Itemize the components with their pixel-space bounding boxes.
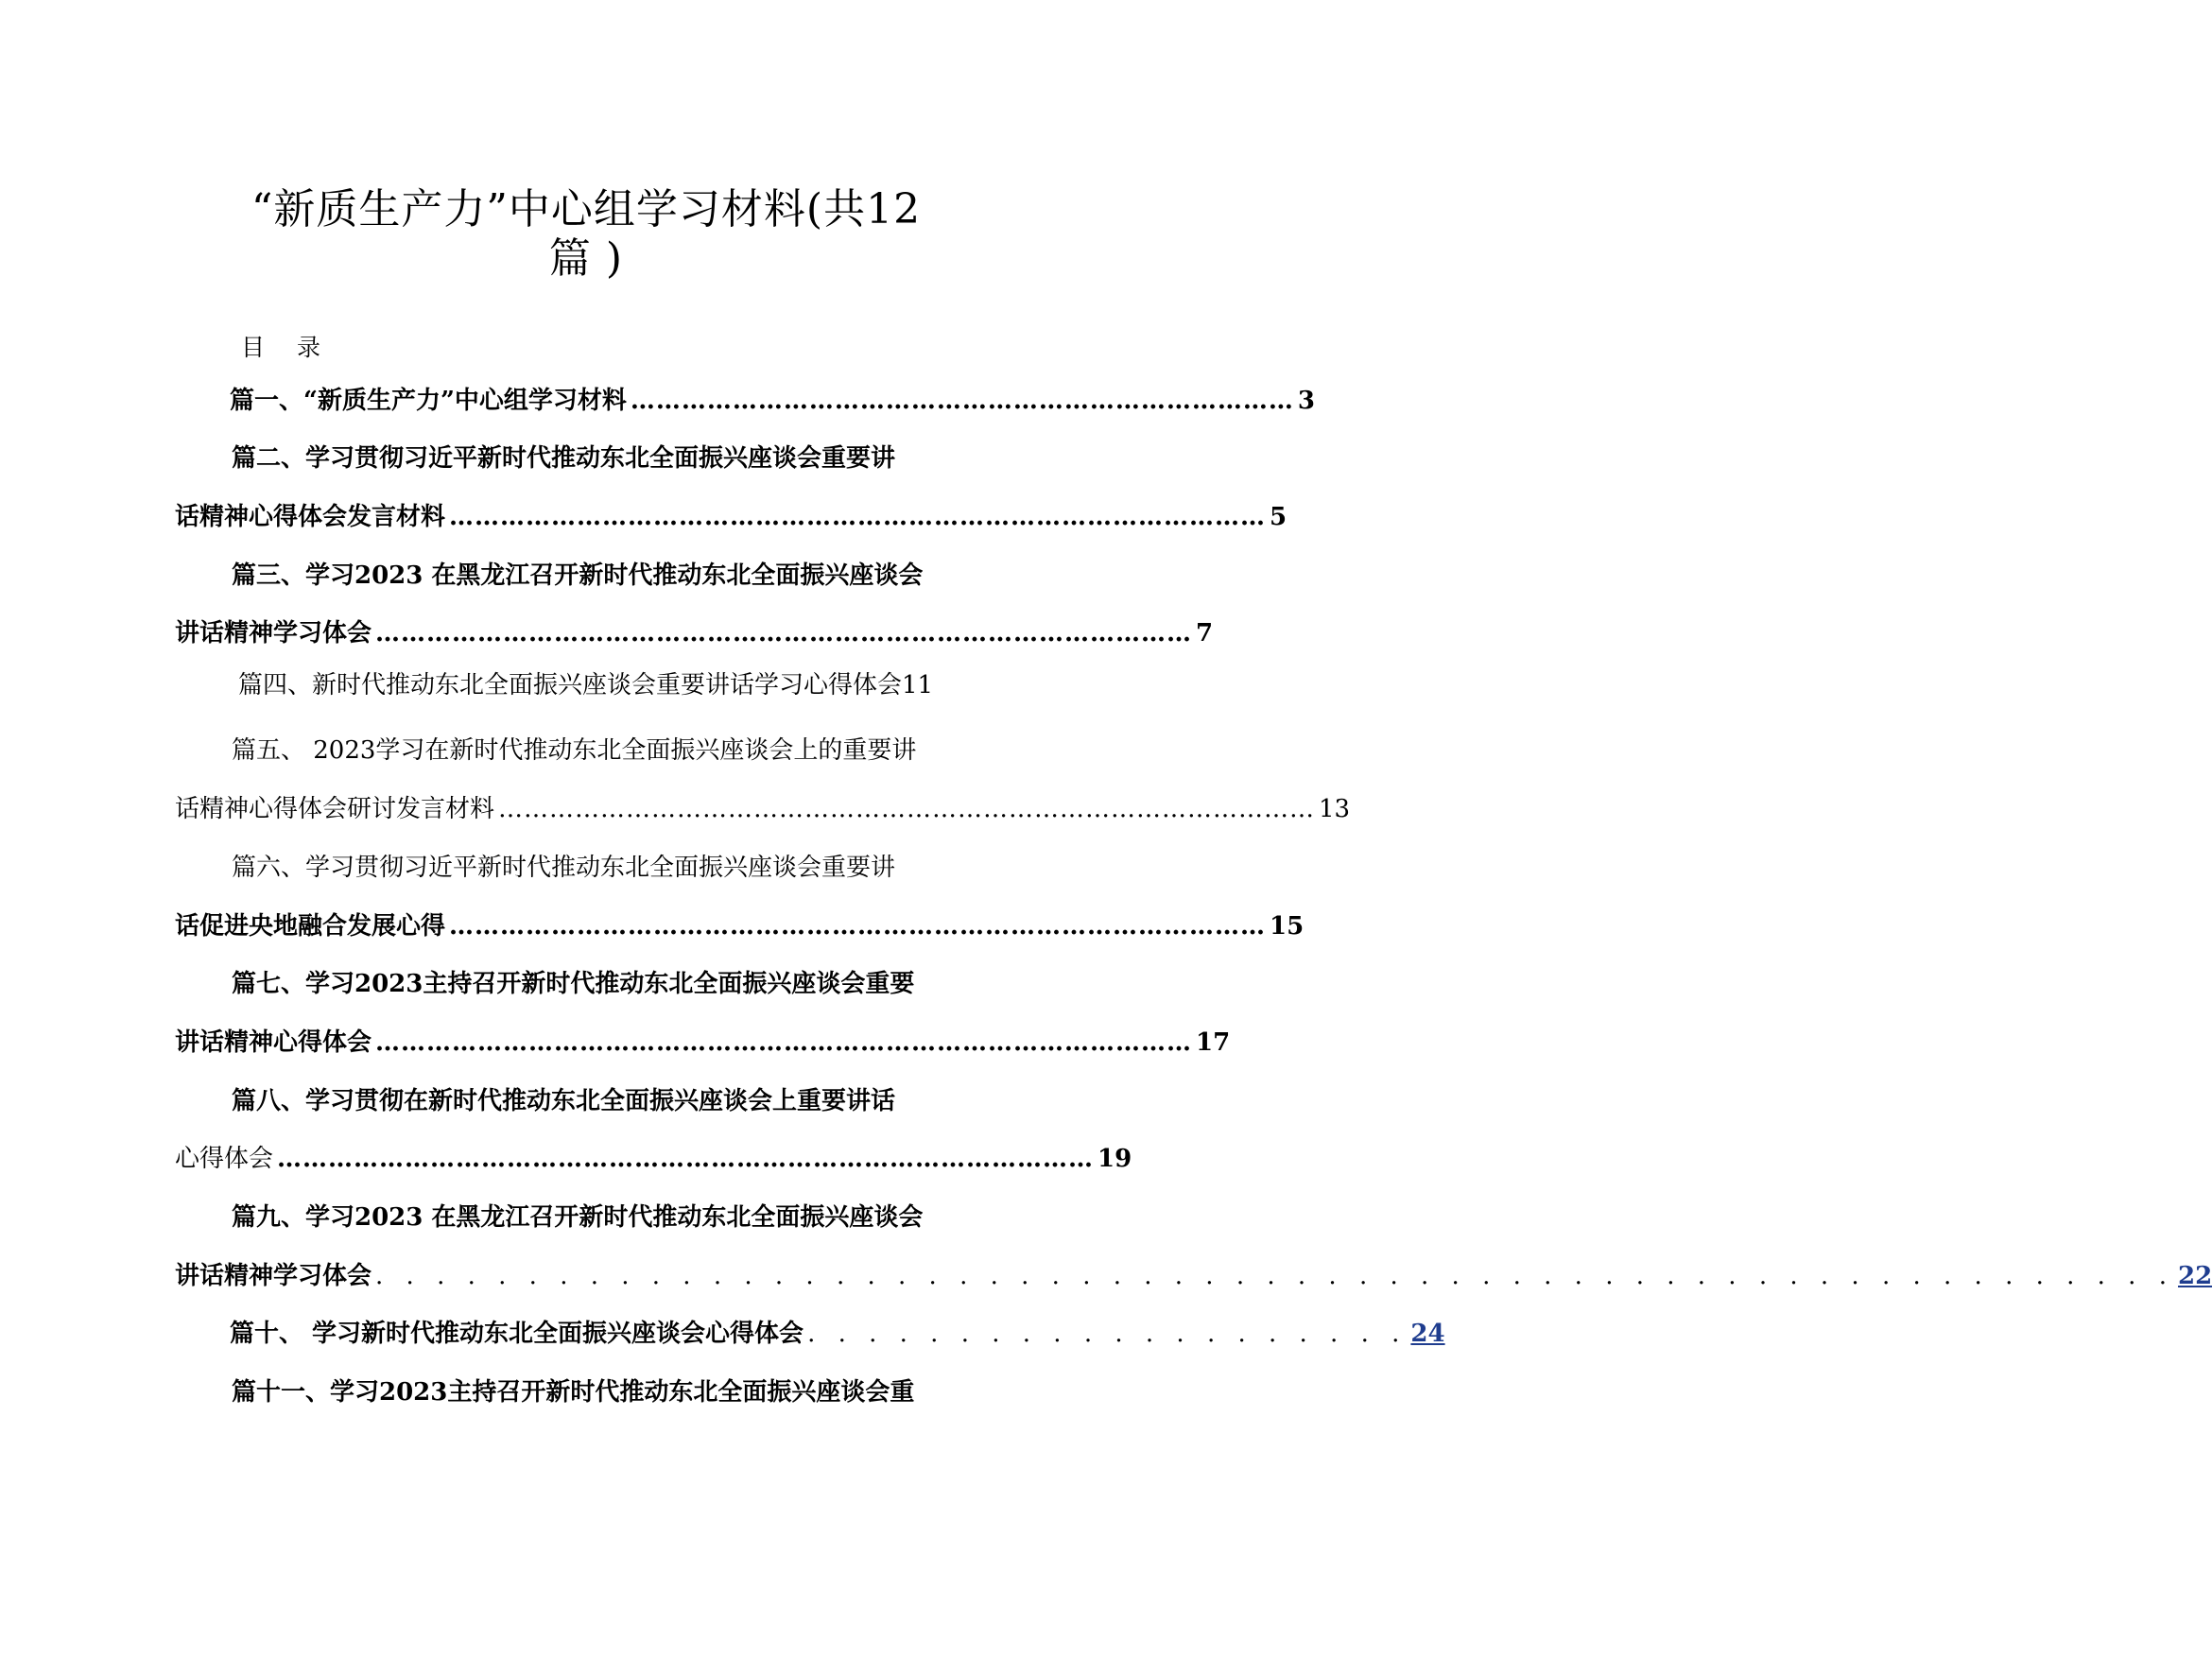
toc-leader-dots: …………………………………………………………………………………… <box>449 912 1267 941</box>
toc-page-number: 5 <box>1270 503 1287 531</box>
toc-entry-text: 篇九、学习2023 在黑龙江召开新时代推动东北全面振兴座谈会 <box>232 1203 924 1232</box>
toc-page-number: 17 <box>1196 1028 1231 1057</box>
toc-page-number: 7 <box>1196 619 1214 648</box>
toc-entry-text: 讲话精神学习体会 <box>175 619 372 648</box>
toc-entry-7-line-2 <box>175 1022 1231 1063</box>
toc-page-number: 19 <box>1097 1145 1132 1173</box>
toc-leader-dots: …………………………………………………………………………………… <box>375 619 1193 648</box>
toc-entry-text: 篇一、“新质生产力”中心组学习材料 <box>230 387 627 415</box>
toc-entry-9-line-2 <box>175 1255 2212 1297</box>
toc-leader-dots: . . . . . . . . . . . . . . . . . . . . . . . . . . . . . . . . . . . . . . . . . . . . . . . . . . . . . . . . . . . <box>375 1262 2174 1290</box>
toc-page-number: 13 <box>1319 795 1351 823</box>
toc-leader-dots: . . . . . . . . . . . . . . . . . . . . <box>807 1320 1408 1348</box>
toc-entry-text: 篇三、学习2023 在黑龙江召开新时代推动东北全面振兴座谈会 <box>232 561 924 590</box>
toc-entry-5-line-1 <box>232 730 1007 771</box>
toc-entry-text: 篇五、 2023学习在新时代推动东北全面振兴座谈会上的重要讲 <box>232 736 917 765</box>
toc-entry-text: 话促进央地融合发展心得 <box>175 912 446 941</box>
toc-leader-dots: …………………………………………………………………………………… <box>277 1145 1095 1173</box>
toc-entry-text: 讲话精神心得体会 <box>175 1028 372 1057</box>
toc-entry-2-line-1 <box>232 438 1007 479</box>
toc-entry-2-line-2 <box>175 496 1287 538</box>
toc-entry-text: 篇十一、学习2023主持召开新时代推动东北全面振兴座谈会重 <box>232 1378 915 1407</box>
toc-heading: 目录 <box>241 334 354 361</box>
toc-entry-text: 篇八、学习贯彻在新时代推动东北全面振兴座谈会上重要讲话 <box>232 1087 896 1115</box>
toc-leader-dots: …………………………………………………………………………………… <box>449 503 1267 531</box>
toc-entry-text: 话精神心得体会发言材料 <box>175 503 446 531</box>
toc-page-link[interactable]: 24 <box>1410 1320 1445 1348</box>
toc-entry-3-line-1 <box>232 555 1007 596</box>
toc-entry-8-line-2 <box>175 1138 1132 1180</box>
toc-leader-dots: …………………………………………………………………… <box>630 387 1294 415</box>
toc-page-link[interactable]: 22 <box>2177 1262 2212 1290</box>
toc-entry-3-line-2 <box>175 613 1214 654</box>
toc-entry-5-line-2 <box>175 788 1351 830</box>
document-title-line-2: 篇 ) <box>548 234 624 283</box>
toc-entry-text: 篇六、学习贯彻习近平新时代推动东北全面振兴座谈会重要讲 <box>232 854 896 882</box>
toc-entry-6-line-2 <box>175 906 1305 947</box>
toc-entry-6-line-1 <box>232 847 1007 889</box>
toc-entry-11-line-1 <box>232 1372 1007 1413</box>
toc-entry-text: 篇二、学习贯彻习近平新时代推动东北全面振兴座谈会重要讲 <box>232 444 896 473</box>
toc-page-number: 3 <box>1297 387 1316 415</box>
toc-entry-4 <box>238 665 1018 706</box>
toc-entry-text: 心得体会 <box>175 1145 274 1173</box>
toc-entry-8-line-1 <box>232 1080 1007 1122</box>
toc-entry-text: 讲话精神学习体会 <box>175 1262 372 1290</box>
document-title-line-1: “新质生产力”中心组学习材料(共12 <box>251 185 922 233</box>
toc-entry-text: 篇七、学习2023主持召开新时代推动东北全面振兴座谈会重要 <box>232 970 915 998</box>
toc-entry-text: 篇四、新时代推动东北全面振兴座谈会重要讲话学习心得体会11 <box>238 671 934 699</box>
toc-leader-dots: …………………………………………………………………………………… <box>498 795 1316 823</box>
toc-leader-dots: …………………………………………………………………………………… <box>375 1028 1193 1057</box>
toc-entry-9-line-1 <box>232 1197 1007 1238</box>
toc-entry-10 <box>230 1313 1445 1355</box>
toc-entry-1 <box>230 380 1316 422</box>
toc-page-number: 15 <box>1270 912 1305 941</box>
toc-entry-7-line-1 <box>232 963 1007 1005</box>
toc-entry-text: 篇十、 学习新时代推动东北全面振兴座谈会心得体会 <box>230 1320 804 1348</box>
toc-entry-text: 话精神心得体会研讨发言材料 <box>175 795 495 823</box>
